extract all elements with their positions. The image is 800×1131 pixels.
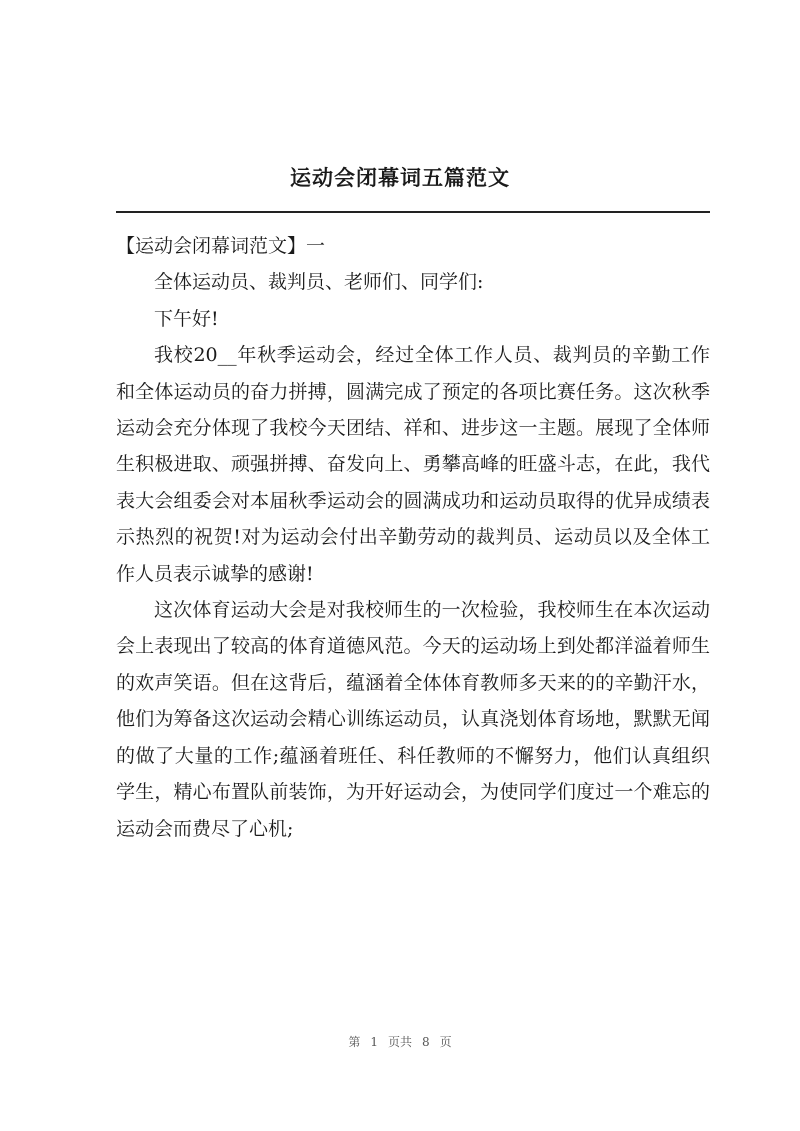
- footer-page-number: 1: [370, 1035, 378, 1049]
- greeting: 下午好!: [154, 307, 219, 330]
- footer-suffix: 页: [439, 1035, 452, 1049]
- salutation: 全体运动员、裁判员、老师们、同学们:: [154, 271, 484, 294]
- document-body: [116, 228, 710, 847]
- footer-total-pages: 8: [422, 1035, 430, 1049]
- document-title: 运动会闭幕词五篇范文: [290, 165, 510, 190]
- body-paragraph: 我校20__年秋季运动会，经过全体工作人员、裁判员的辛勤工作和全体运动员的奋力拼搏，圆满完成了预定的各项比赛任务。这次秋季运动会充分体现了我校今天团结、祥和、进步这一主题。展现了全体师生积极进取、顽强拼搏、奋发向上、勇攀高峰的旺盛斗志，在此，我代表大会组委会对本届秋季运动会的圆满成功和运动员取得的优异成绩表示热烈的祝贺!对为运动会付出辛勤劳动的裁判员、运动员以及全体工作人员表示诚挚的感谢!: [116, 344, 710, 585]
- page-footer: [0, 1033, 800, 1050]
- body-paragraph: 这次体育运动大会是对我校师生的一次检验，我校师生在本次运动会上表现出了较高的体育道德风范。今天的运动场上到处都洋溢着师生的欢声笑语。但在这背后，蕴涵着全体体育教师多天来的的辛勤汗水，他们为筹备这次运动会精心训练运动员，认真浇划体育场地，默默无闻的做了大量的工作;蕴涵着班任、科任教师的不懈努力，他们认真组织学生，精心布置队前装饰，为开好运动会，为使同学们度过一个难忘的运动会而费尽了心机;: [116, 599, 710, 840]
- footer-middle: 页共: [387, 1035, 412, 1049]
- section-heading: 【运动会闭幕词范文】一: [116, 235, 326, 257]
- footer-prefix: 第: [348, 1035, 361, 1049]
- title-divider: [116, 211, 710, 213]
